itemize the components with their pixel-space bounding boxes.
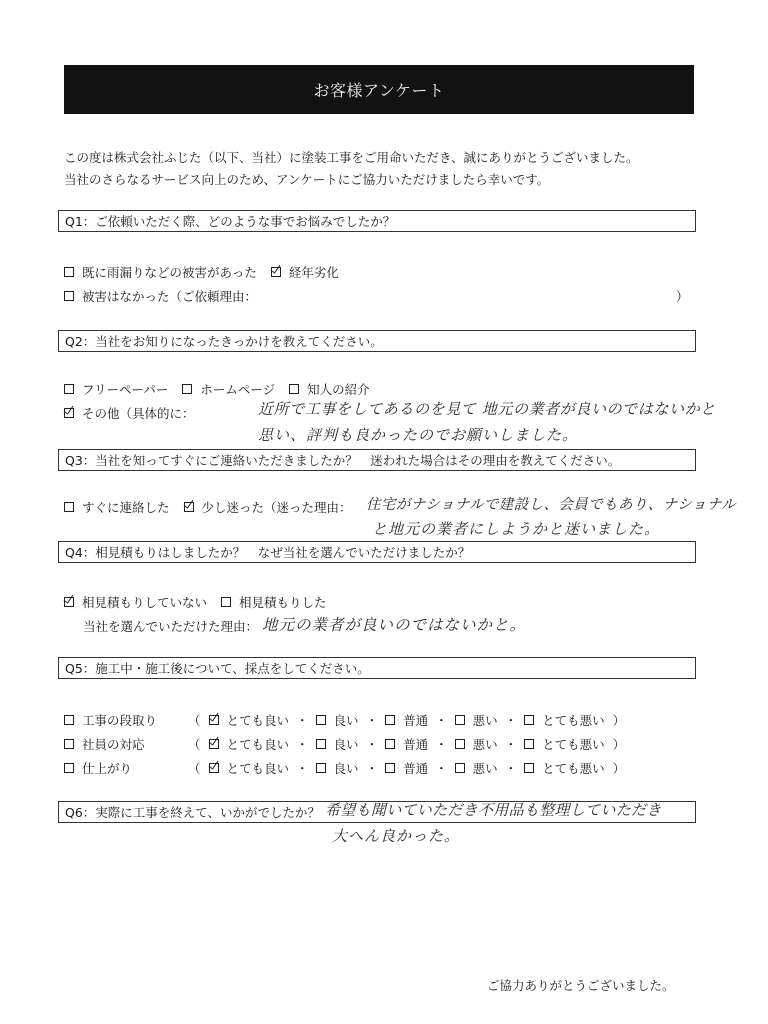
q6-handwritten-answer-line-1: 希望も聞いていただき不用品も整理していただき <box>325 801 662 819</box>
q5-rating-option-checkbox[interactable] <box>455 715 465 725</box>
q5-row-label: 工事の段取り <box>82 713 158 728</box>
q3-label-contacted-immediately: すぐに連絡した <box>82 500 170 515</box>
q5-rating-option-label: 普通 <box>403 761 429 776</box>
survey-title: お客様アンケート <box>313 81 445 100</box>
q5-rating-option-checkbox[interactable] <box>316 739 326 749</box>
q5-rating-option-label: とても良い <box>226 713 290 728</box>
q5-open-paren: （ <box>188 761 201 776</box>
q5-separator: ・ <box>435 713 448 728</box>
q4-label-no-comparison: 相見積もりしていない <box>82 595 208 610</box>
q4-handwritten-answer: 地元の業者が良いのではないかと。 <box>262 616 527 634</box>
q5-separator: ・ <box>504 761 518 776</box>
q3-handwritten-answer-line-2: と地元の業者にしようかと迷いました。 <box>372 520 661 538</box>
q2-label-other: その他（具体的に： <box>82 406 195 421</box>
q5-separator: ・ <box>296 713 309 728</box>
q5-rating-option-checkbox[interactable] <box>385 739 395 749</box>
q5-row-checkbox[interactable] <box>64 715 74 725</box>
q5-rating-option-checkbox[interactable] <box>385 763 395 773</box>
q5-row-checkbox[interactable] <box>64 763 74 773</box>
q2-checkbox-other[interactable] <box>64 408 74 418</box>
q5-rating-option-checkbox[interactable] <box>316 715 326 725</box>
q1-checkbox-rain-damage[interactable] <box>64 267 74 277</box>
q3-checkbox-hesitated[interactable] <box>184 502 194 512</box>
q2-row-2 <box>64 404 199 422</box>
q4-checkbox-no-comparison[interactable] <box>64 597 74 607</box>
q5-separator: ・ <box>365 713 379 728</box>
q5-rating-option-checkbox[interactable] <box>209 739 219 749</box>
q5-open-paren: （ <box>188 713 201 728</box>
q3-row-1 <box>64 498 356 516</box>
q4-checkbox-compared[interactable] <box>221 597 231 607</box>
q1-label-aging: 経年劣化 <box>288 265 339 280</box>
q5-rating-option-label: 普通 <box>403 713 429 728</box>
q6-handwritten-answer-line-2: 大へん良かった。 <box>332 827 461 845</box>
q5-separator: ・ <box>504 713 518 728</box>
q6-question: Q6：実際に工事を終えて、いかがでしたか？ <box>65 805 321 820</box>
q1-row-2 <box>64 287 271 305</box>
q5-separator: ・ <box>296 737 309 752</box>
q5-question: Q5：施工中・施工後について、採点をしてください。 <box>65 661 370 676</box>
q2-handwritten-answer-line-1: 近所で工事をしてあるのを見て 地元の業者が良いのではないかと <box>258 400 716 418</box>
q5-rating-row <box>64 735 625 753</box>
q2-checkbox-free-paper[interactable] <box>64 384 74 394</box>
q4-question-box <box>58 541 696 563</box>
intro-line-2: 当社のさらなるサービス向上のため、アンケートにご協力いただけましたら幸いです。 <box>64 172 550 187</box>
q4-row-1 <box>64 593 341 611</box>
q5-row-label: 仕上がり <box>82 761 133 776</box>
q3-handwritten-answer-line-1: 住宅がナショナルで建設し、会員でもあり、ナショナル <box>366 497 736 513</box>
q4-reason-label: 当社を選んでいただけた理由： <box>83 619 259 634</box>
q5-separator: ・ <box>365 761 379 776</box>
q2-label-free-paper: フリーペーパー <box>82 382 169 397</box>
q5-rating-option-checkbox[interactable] <box>209 715 219 725</box>
q2-checkbox-referral[interactable] <box>289 384 299 394</box>
q1-checkbox-aging[interactable] <box>271 267 281 277</box>
q3-question: Q3：当社を知ってすぐにご連絡いただきましたか？ 迷われた場合はその理由を教えてください。 <box>65 453 621 468</box>
q5-rating-option-label: 悪い <box>472 713 498 728</box>
q4-question: Q4：相見積もりはしましたか？ なぜ当社を選んでいただけましたか？ <box>65 545 471 560</box>
intro-line-1: この度は株式会社ふじた（以下、当社）に塗装工事をご用命いただき、誠にありがとうございました。 <box>64 150 639 165</box>
q2-handwritten-answer-line-2: 思い、評判も良かったのでお願いしました。 <box>258 426 579 444</box>
q5-separator: ・ <box>435 761 448 776</box>
q5-rating-option-label: とても悪い <box>542 761 605 776</box>
q5-rating-option-label: 良い <box>333 761 359 776</box>
q5-row-label: 社員の対応 <box>82 737 145 752</box>
q5-separator: ・ <box>504 737 518 752</box>
q5-rating-option-checkbox[interactable] <box>385 715 395 725</box>
q5-rating-option-checkbox[interactable] <box>316 763 326 773</box>
q5-rating-option-checkbox[interactable] <box>524 715 534 725</box>
q2-row-1 <box>64 380 384 398</box>
q1-question-box <box>58 210 696 232</box>
q5-close-paren: ） <box>612 737 626 752</box>
q3-label-hesitated: 少し迷った（迷った理由： <box>201 500 352 515</box>
q4-row-2 <box>83 617 258 635</box>
q5-rating-option-label: 悪い <box>472 737 498 752</box>
q1-question: Q1：ご依頼いただく際、どのような事でお悩みでしたか？ <box>65 214 396 229</box>
q5-question-box <box>58 657 696 679</box>
q2-label-homepage: ホームページ <box>200 382 276 397</box>
q5-rating-option-checkbox[interactable] <box>524 763 534 773</box>
q5-rating-option-checkbox[interactable] <box>455 763 465 773</box>
q5-open-paren: （ <box>188 737 201 752</box>
q2-checkbox-homepage[interactable] <box>182 384 192 394</box>
q5-separator: ・ <box>435 737 448 752</box>
q1-row-1 <box>64 263 353 281</box>
q5-rating-option-checkbox[interactable] <box>524 739 534 749</box>
q5-rating-row <box>64 711 625 729</box>
q2-label-referral: 知人の紹介 <box>307 382 370 397</box>
footer-thanks: ご協力ありがとうございました。 <box>487 978 675 993</box>
q5-separator: ・ <box>296 761 309 776</box>
q1-checkbox-no-damage[interactable] <box>64 291 74 301</box>
q5-rating-option-label: とても悪い <box>542 713 605 728</box>
q2-question-box <box>58 330 696 352</box>
q5-rating-option-checkbox[interactable] <box>455 739 465 749</box>
q5-rating-option-label: とても良い <box>226 761 290 776</box>
q5-close-paren: ） <box>612 761 626 776</box>
q5-rating-option-label: とても悪い <box>542 737 605 752</box>
q2-question: Q2：当社をお知りになったきっかけを教えてください。 <box>65 334 383 349</box>
q1-label-no-damage: 被害はなかった（ご依頼理由： <box>82 289 258 304</box>
q5-row-checkbox[interactable] <box>64 739 74 749</box>
q5-rating-option-label: 良い <box>333 713 359 728</box>
survey-title-bar <box>64 65 694 114</box>
q5-rating-option-label: 悪い <box>472 761 498 776</box>
q3-question-box <box>58 449 696 471</box>
q3-checkbox-contacted-immediately[interactable] <box>64 502 74 512</box>
q5-separator: ・ <box>365 737 379 752</box>
q1-label-rain-damage: 既に雨漏りなどの被害があった <box>82 265 257 280</box>
q5-rating-option-checkbox[interactable] <box>209 763 219 773</box>
q1-close-paren: ） <box>676 289 689 304</box>
q5-rating-option-label: とても良い <box>226 737 290 752</box>
q5-rating-option-label: 普通 <box>403 737 429 752</box>
q5-close-paren: ） <box>612 713 626 728</box>
q5-rating-option-label: 良い <box>333 737 359 752</box>
q4-label-compared: 相見積もりした <box>239 595 327 610</box>
q5-rating-row <box>64 759 625 777</box>
